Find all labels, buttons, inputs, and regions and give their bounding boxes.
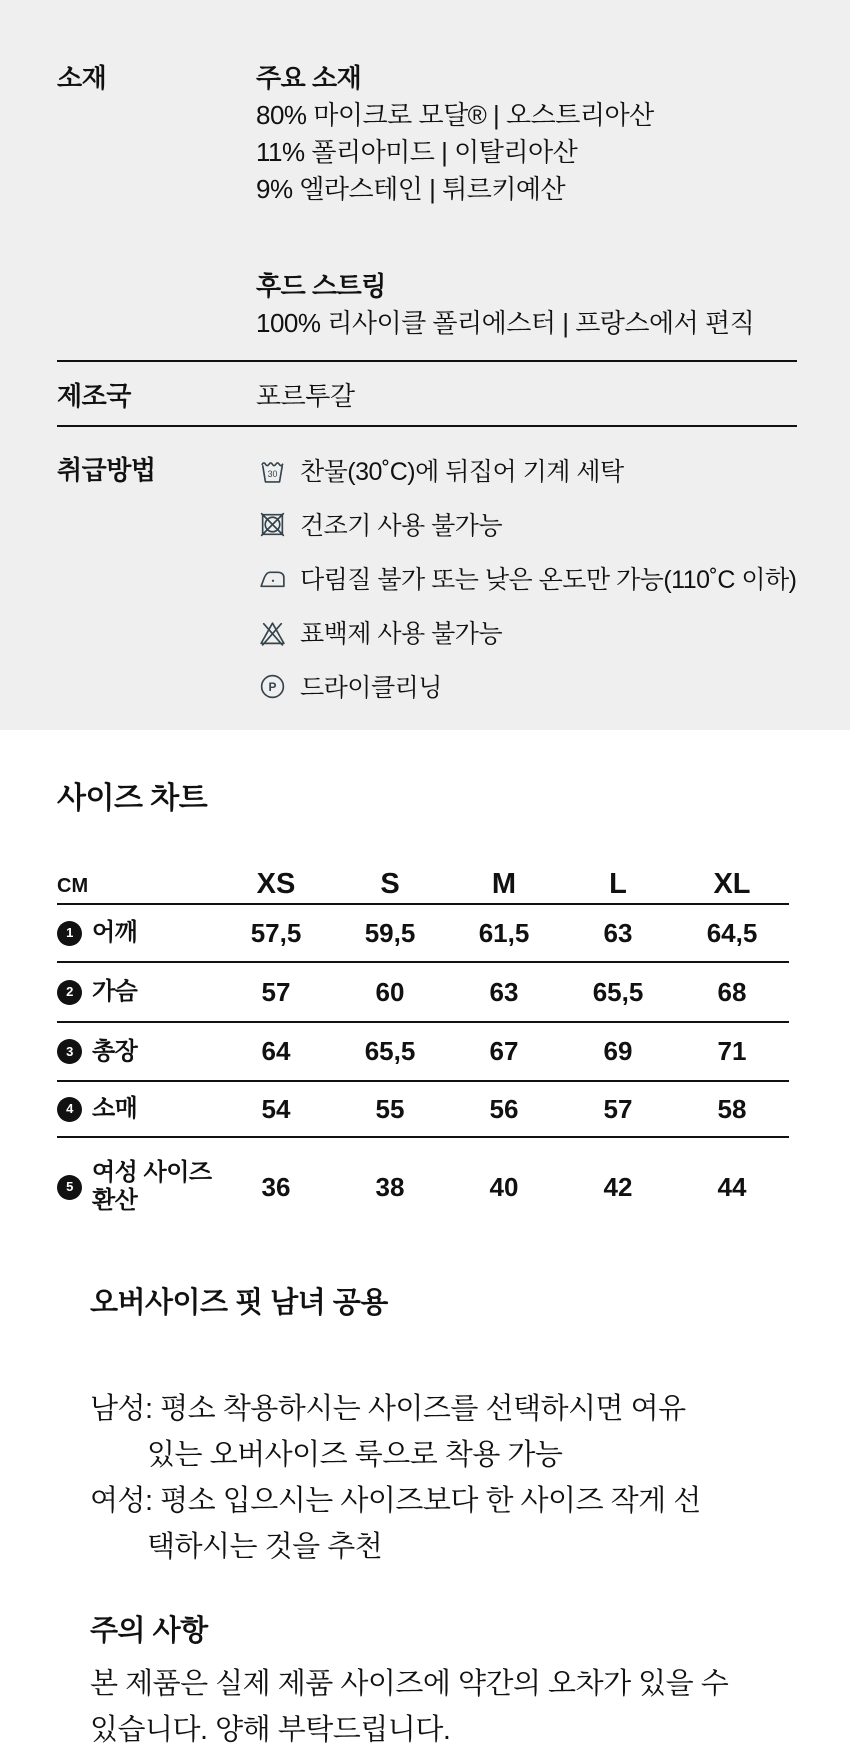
material-content [256, 60, 797, 342]
size-value: 36 [261, 1171, 291, 1202]
size-chart-table [57, 852, 789, 1228]
material-section-label: 소재 [57, 63, 107, 93]
caution-line: 본 제품은 실제 제품 사이즈에 약간의 오차가 있을 수 [90, 1668, 729, 1700]
hood-string-line: 100% 리사이클 폴리에스터 | 프랑스에서 편직 [256, 308, 755, 338]
size-value: 57 [261, 976, 291, 1007]
care-row [57, 443, 797, 713]
size-row-womens-conversion [57, 1138, 789, 1228]
divider [57, 425, 797, 427]
no-bleach-icon [258, 618, 287, 647]
care-item-text: 다림질 불가 또는 낮은 온도만 가능(110˚C 이하) [300, 566, 797, 594]
machine-wash-30-icon [258, 456, 287, 485]
size-value: 63 [489, 976, 519, 1007]
care-item [256, 497, 796, 551]
fit-line: 여성: 평소 입으시는 사이즈보다 한 사이즈 작게 선 [90, 1485, 701, 1517]
size-value: 42 [603, 1171, 633, 1202]
dry-clean-icon [258, 672, 287, 701]
caution-heading: 주의 사항 [90, 1615, 208, 1647]
row-label: 소매 [92, 1095, 138, 1122]
size-value: 57,5 [250, 917, 302, 948]
iron-low-temp-icon [258, 564, 287, 593]
size-value: 44 [717, 1171, 747, 1202]
divider [57, 360, 797, 362]
row-number-badge: 1 [57, 921, 82, 946]
care-item [256, 551, 796, 605]
size-row-chest [57, 963, 789, 1023]
care-item-text: 건조기 사용 불가능 [300, 512, 503, 540]
care-item-text: 표백제 사용 불가능 [300, 620, 503, 648]
column-header-m: M [491, 868, 517, 900]
size-value: 65,5 [364, 1036, 416, 1066]
row-number-badge: 2 [57, 980, 82, 1005]
fit-line: 남성: 평소 착용하시는 사이즈를 선택하시면 여유 [90, 1393, 686, 1425]
care-item-text: 드라이클리닝 [300, 674, 442, 702]
care-item [256, 443, 796, 497]
fit-guide-heading: 오버사이즈 핏 남녀 공용 [90, 1287, 388, 1319]
size-table-header [57, 852, 789, 905]
product-info-panel [0, 0, 850, 730]
size-value: 56 [489, 1093, 519, 1124]
size-row-length [57, 1023, 789, 1082]
row-label: 어깨 [92, 919, 138, 946]
material-line: 80% 마이크로 모달® | 오스트리아산 [256, 100, 654, 130]
size-value: 61,5 [478, 917, 530, 948]
size-chart-title: 사이즈 차트 [57, 782, 208, 815]
caution-line: 있습니다. 양해 부탁드립니다. [90, 1714, 451, 1746]
care-item [256, 605, 796, 659]
material-line: 11% 폴리아미드 | 이탈리아산 [256, 137, 578, 167]
size-value: 58 [717, 1093, 747, 1124]
care-instruction-list [256, 443, 796, 713]
column-header-l: L [609, 868, 627, 900]
size-value: 65,5 [592, 976, 644, 1007]
size-value: 64,5 [706, 917, 758, 948]
row-label: 총장 [92, 1037, 138, 1065]
size-value: 54 [261, 1093, 291, 1124]
country-value: 포르투갈 [256, 381, 355, 411]
material-line: 9% 엘라스테인 | 튀르키예산 [256, 174, 566, 204]
row-number-badge: 3 [57, 1039, 82, 1064]
row-number-badge: 5 [57, 1175, 82, 1200]
care-section-label: 취급방법 [57, 455, 156, 485]
size-value: 40 [489, 1171, 519, 1202]
care-item [256, 659, 796, 713]
row-label: 가슴 [92, 978, 138, 1005]
svg-text:30: 30 [267, 468, 278, 479]
hood-string-title: 후드 스트링 [256, 271, 386, 301]
size-value: 59,5 [364, 917, 416, 948]
size-value: 71 [717, 1036, 747, 1066]
fit-line: 택하시는 것을 추천 [147, 1531, 383, 1563]
column-header-s: S [380, 868, 400, 900]
column-header-xs: XS [256, 868, 296, 900]
row-number-badge: 4 [57, 1097, 82, 1122]
unit-label: CM [57, 875, 89, 897]
row-label: 여성 사이즈 환산 [92, 1159, 212, 1214]
material-row [57, 60, 797, 342]
size-value: 60 [375, 976, 405, 1007]
fit-guide-text [90, 1386, 850, 1570]
primary-material-title: 주요 소재 [256, 63, 362, 93]
no-tumble-dry-icon [258, 510, 287, 539]
care-item-text: 찬물(30˚C)에 뒤집어 기계 세탁 [300, 458, 624, 486]
size-value: 57 [603, 1093, 633, 1124]
size-value: 69 [603, 1036, 633, 1066]
svg-text:P: P [268, 679, 277, 694]
size-value: 68 [717, 976, 747, 1007]
size-value: 55 [375, 1093, 405, 1124]
size-value: 67 [489, 1036, 519, 1066]
caution-text [90, 1661, 850, 1753]
size-row-shoulder [57, 905, 789, 963]
size-value: 38 [375, 1171, 405, 1202]
size-value: 63 [603, 917, 633, 948]
country-row [57, 378, 797, 415]
fit-line: 있는 오버사이즈 룩으로 착용 가능 [147, 1439, 563, 1471]
column-header-xl: XL [713, 868, 751, 900]
size-row-sleeve [57, 1082, 789, 1138]
size-value: 64 [261, 1036, 291, 1066]
country-section-label: 제조국 [57, 381, 131, 411]
